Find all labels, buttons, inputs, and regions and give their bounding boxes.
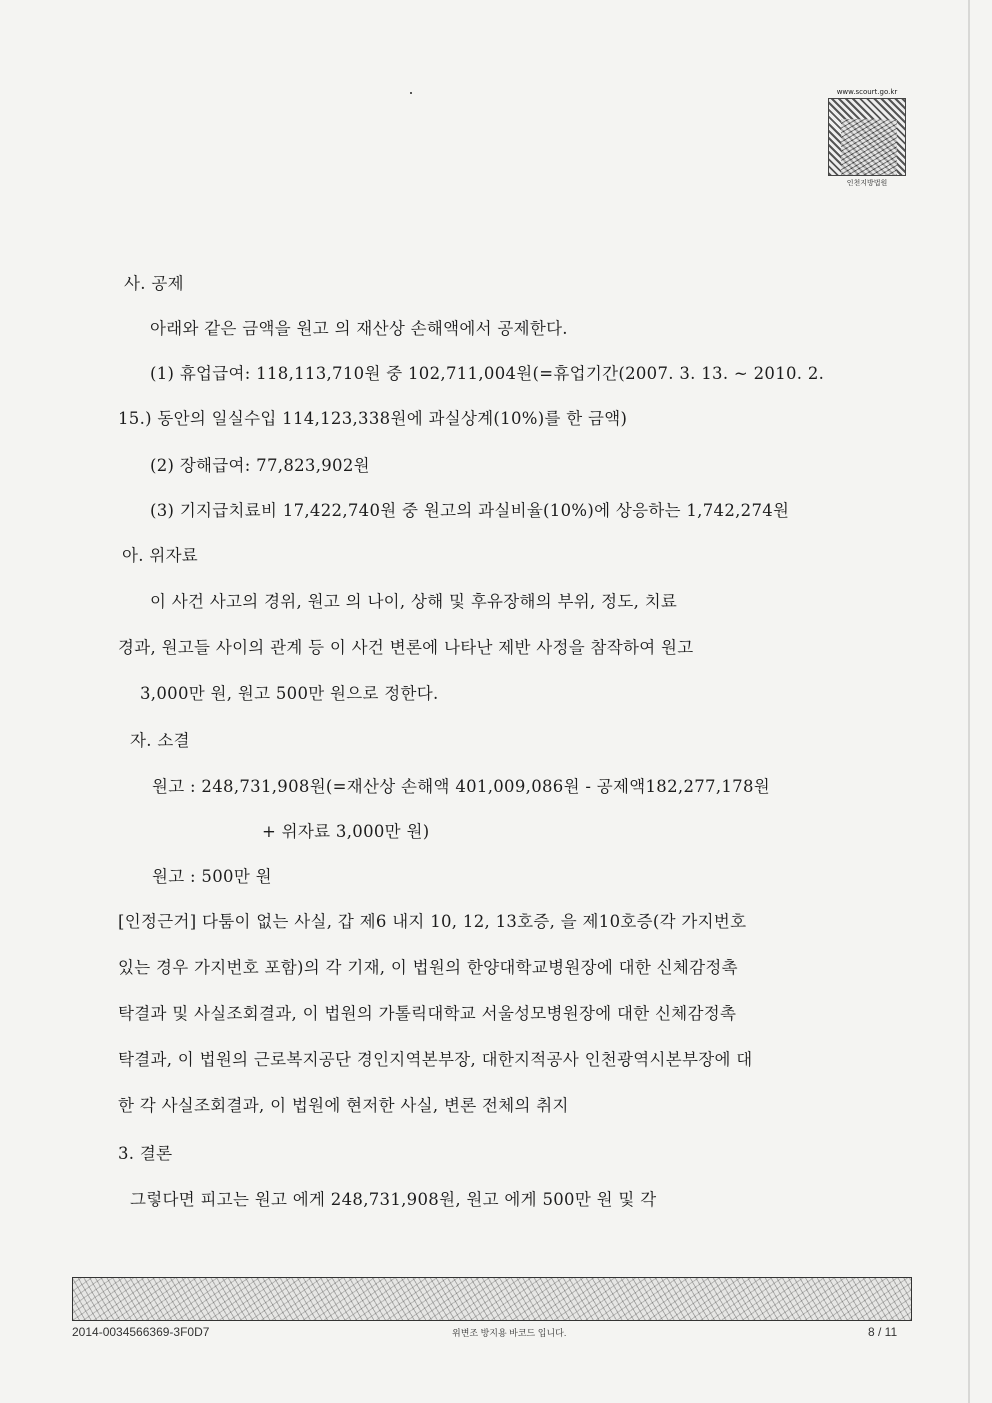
- section-heading-summary: 자. 소결: [130, 731, 190, 750]
- section-heading-conclusion: 3. 결론: [118, 1144, 173, 1163]
- qr-code-icon: [828, 98, 906, 176]
- paragraph-line: 한 각 사실조회결과, 이 법원에 현저한 사실, 변론 전체의 취지: [118, 1096, 569, 1115]
- paragraph-line: 아래와 같은 금액을 원고 의 재산상 손해액에서 공제한다.: [150, 319, 568, 338]
- paragraph-line: (1) 휴업급여: 118,113,710원 중 102,711,004원(=휴업기간(2007. 3. 13. ~ 2010. 2.: [150, 364, 825, 383]
- page-edge: [968, 0, 970, 1403]
- page-number: 8 / 11: [868, 1325, 898, 1339]
- paragraph-line: 그렇다면 피고는 원고 에게 248,731,908원, 원고 에게 500만 원 및 각: [130, 1190, 657, 1209]
- paragraph-line: 경과, 원고들 사이의 관계 등 이 사건 변론에 나타난 제반 사정을 참작하여 원고: [118, 638, 694, 657]
- document-id: 2014-0034566369-3F0D7: [72, 1325, 210, 1339]
- paragraph-line: (2) 장해급여: 77,823,902원: [150, 456, 370, 475]
- qr-url: www.scourt.go.kr: [836, 88, 898, 96]
- paragraph-line: 원고 : 500만 원: [152, 867, 272, 886]
- paragraph-line: 탁결과, 이 법원의 근로복지공단 경인지역본부장, 대한지적공사 인천광역시본부장에 대: [118, 1050, 753, 1069]
- scan-speck: [410, 92, 412, 94]
- qr-caption: 인천지방법원: [846, 179, 888, 187]
- paragraph-line: + 위자료 3,000만 원): [262, 822, 430, 841]
- paragraph-line: 3,000만 원, 원고 500만 원으로 정한다.: [140, 684, 439, 703]
- anti-forgery-barcode: [72, 1277, 912, 1321]
- paragraph-line: 15.) 동안의 일실수입 114,123,338원에 과실상계(10%)를 한 금액): [118, 409, 628, 428]
- paragraph-line: 탁결과 및 사실조회결과, 이 법원의 가톨릭대학교 서울성모병원장에 대한 신체감정촉: [118, 1004, 737, 1023]
- paragraph-line: 있는 경우 가지번호 포함)의 각 기재, 이 법원의 한양대학교병원장에 대한 신체감정촉: [118, 958, 738, 977]
- section-heading-consolation: 아. 위자료: [122, 546, 199, 565]
- paragraph-line: 원고 : 248,731,908원(=재산상 손해액 401,009,086원 - 공제액182,277,178원: [152, 777, 771, 796]
- paragraph-line: (3) 기지급치료비 17,422,740원 중 원고의 과실비율(10%)에 상응하는 1,742,274원: [150, 501, 790, 520]
- barcode-notice: 위변조 방지용 바코드 입니다.: [452, 1328, 567, 1338]
- section-heading-deduction: 사. 공제: [124, 274, 184, 293]
- paragraph-line: 이 사건 사고의 경위, 원고 의 나이, 상해 및 후유장해의 부위, 정도, 치료: [150, 592, 678, 611]
- paragraph-line: [인정근거] 다툼이 없는 사실, 갑 제6 내지 10, 12, 13호증, 을 제10호증(각 가지번호: [118, 912, 747, 931]
- qr-code-block: [826, 88, 908, 196]
